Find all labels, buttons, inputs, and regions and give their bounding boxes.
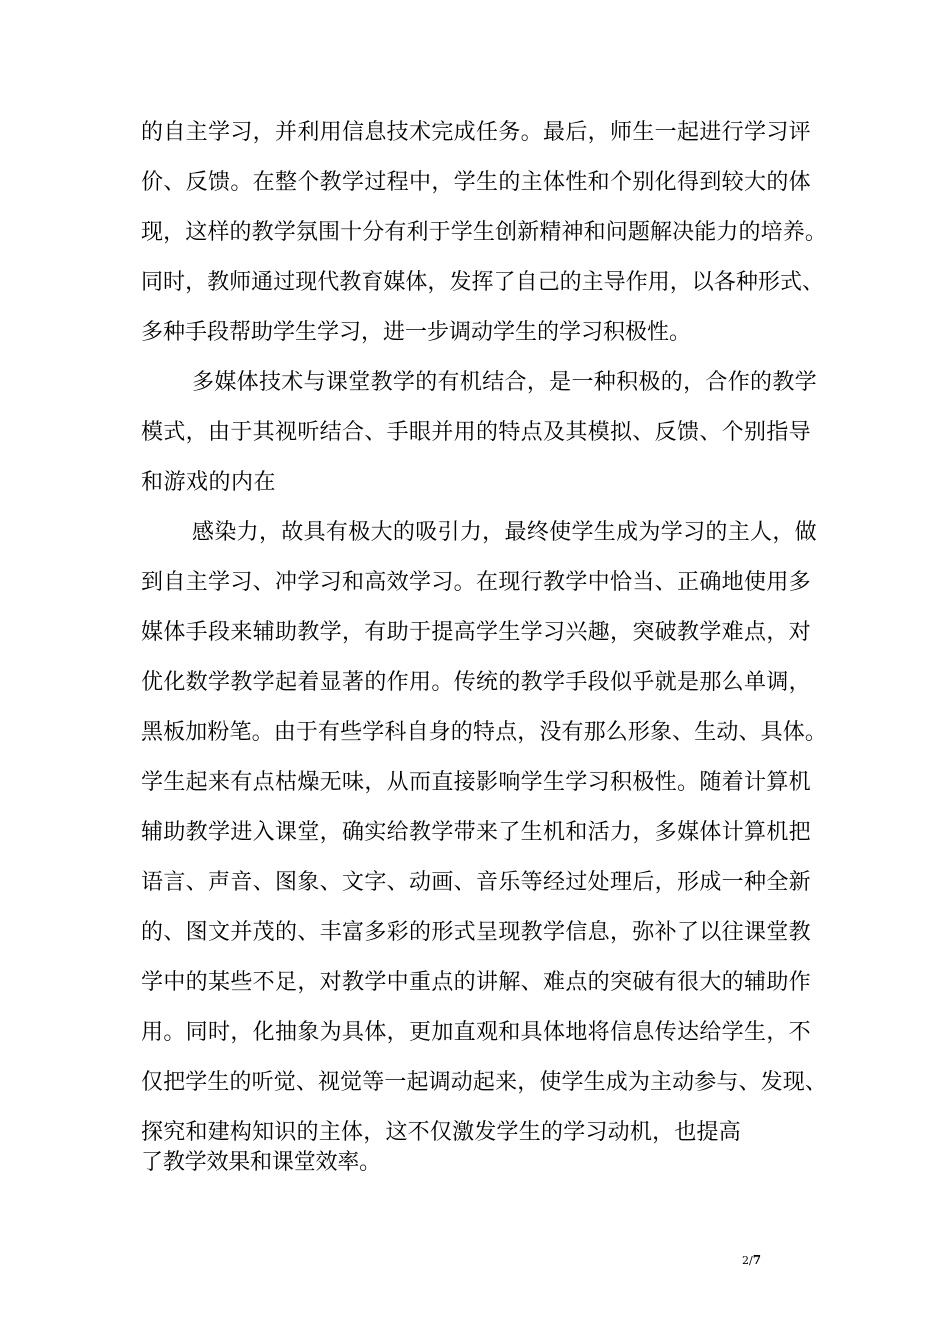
text-line: 学中的某些不足，对教学中重点的讲解、难点的突破有很大的辅助作 xyxy=(141,970,812,995)
page-current: 2/ xyxy=(742,1254,753,1267)
text-line: 辅助教学进入课堂，确实给教学带来了生机和活力，多媒体计算机把 xyxy=(141,820,812,845)
text-line: 同时，教师通过现代教育媒体，发挥了自己的主导作用，以各种形式、 xyxy=(141,270,825,295)
text-line: 价、反馈。在整个教学过程中，学生的主体性和个别化得到较大的体 xyxy=(141,170,812,195)
text-line: 现，这样的教学氛围十分有利于学生创新精神和问题解决能力的培养。 xyxy=(141,220,828,245)
text-line: 仅把学生的听觉、视觉等一起调动起来，使学生成为主动参与、发现、 xyxy=(141,1070,828,1095)
text-line: 和游戏的内在 xyxy=(141,470,277,495)
text-line: 到自主学习、冲学习和高效学习。在现行教学中恰当、正确地使用多 xyxy=(141,570,812,595)
text-line: 的、图文并茂的、丰富多彩的形式呈现教学信息，弥补了以往课堂教 xyxy=(141,920,812,945)
text-line: 语言、声音、图象、文字、动画、音乐等经过处理后，形成一种全新 xyxy=(141,870,812,895)
text-line: 多媒体技术与课堂教学的有机结合，是一种积极的，合作的教学 xyxy=(192,370,818,395)
page-total: 7 xyxy=(752,1253,762,1267)
text-line: 的自主学习，并利用信息技术完成任务。最后，师生一起进行学习评 xyxy=(141,120,812,145)
page-number xyxy=(742,1253,761,1268)
text-line: 黑板加粉笔。由于有些学科自身的特点，没有那么形象、生动、具体。 xyxy=(141,720,828,745)
text-line: 媒体手段来辅助教学，有助于提高学生学习兴趣，突破教学难点，对 xyxy=(141,620,812,645)
text-line: 模式，由于其视听结合、手眼并用的特点及其模拟、反馈、个别指导 xyxy=(141,420,812,445)
text-line: 探究和建构知识的主体，这不仅激发学生的学习动机，也提高 xyxy=(141,1120,742,1145)
text-line: 优化数学教学起着显著的作用。传统的教学手段似乎就是那么单调， xyxy=(141,670,812,695)
text-line: 用。同时，化抽象为具体，更加直观和具体地将信息传达给学生，不 xyxy=(141,1020,812,1045)
text-line: 多种手段帮助学生学习，进一步调动学生的学习积极性。 xyxy=(141,320,692,345)
text-line: 学生起来有点枯燥无味，从而直接影响学生学习积极性。随着计算机 xyxy=(141,770,812,795)
text-line: 感染力，故具有极大的吸引力，最终使学生成为学习的主人，做 xyxy=(192,520,818,545)
text-line: 了教学效果和课堂效率。 xyxy=(141,1150,382,1175)
